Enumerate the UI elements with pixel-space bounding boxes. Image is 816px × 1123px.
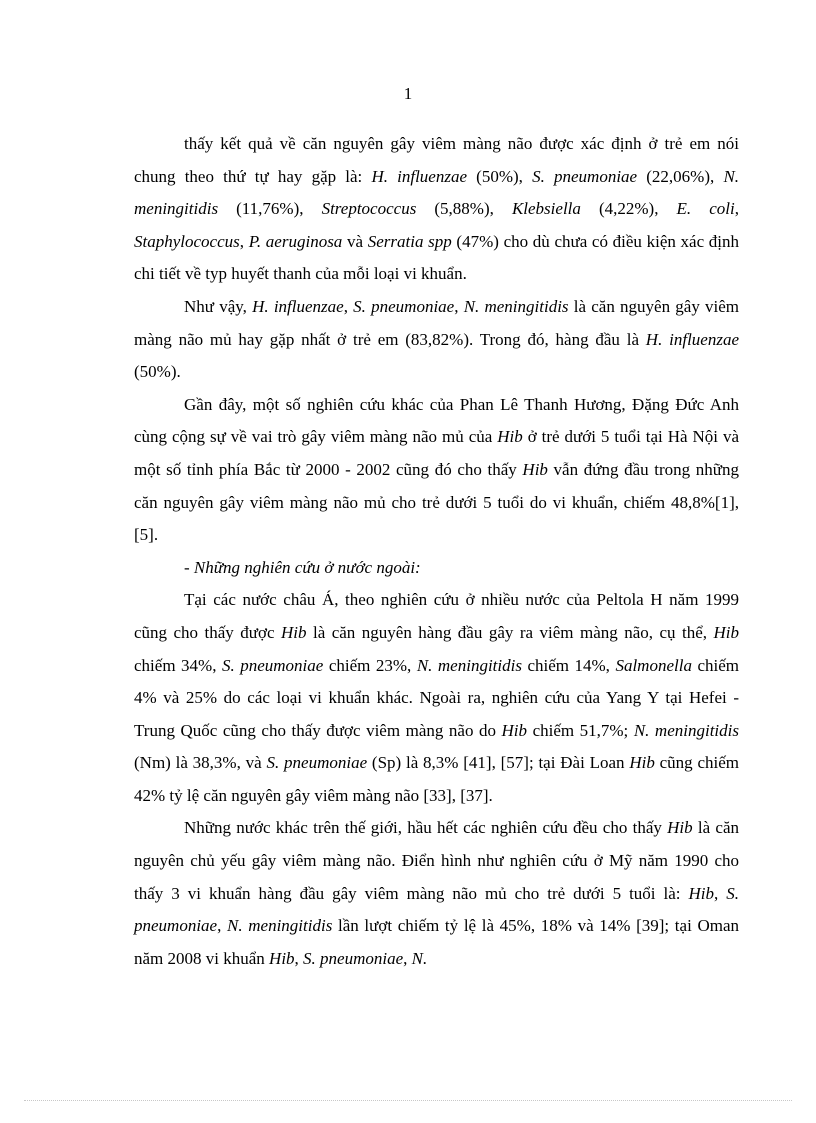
italic-text-run: Hib [667,818,693,838]
italic-text-run: S. pneumoniae [221,655,324,675]
paragraph [134,291,739,389]
text-run: Gần đây, một số nghiên cứu khác của Phan Lê Thanh Hương, Đặng Đức Anh cùng cộng sự về vai trò gây viêm màng não mủ của [134,394,739,447]
document-body [134,128,739,975]
text-run: , [217,916,228,936]
text-run: Như vậy, [184,296,253,316]
text-run: là căn nguyên gây viêm màng não mủ hay gặp nhất ở trẻ em (83,82%). Trong đó, hàng đầu là [134,296,740,349]
text-run: Tại các nước châu Á, theo nghiên cứu ở nhiều nước của Peltola H năm 1999 cũng cho thấy được [134,590,739,642]
text-run: , [734,199,739,219]
italic-text-run: H. influenzae [645,329,739,349]
italic-text-run: Hib [688,883,714,903]
italic-text-run: S. pneumoniae [266,753,368,773]
italic-text-run: H. influenzae [371,166,468,186]
italic-text-run: - Những nghiên cứu ở nước ngoài: [184,557,421,577]
text-run: , [714,883,727,903]
italic-text-run: N. meningitidis [134,166,740,219]
text-run: và [342,231,368,251]
text-run: (50%). [134,362,181,382]
italic-text-run: N. meningitidis [633,720,739,740]
text-run: (Nm) là 38,3%, và [134,753,267,773]
text-run: chiếm 23%, [323,655,417,675]
italic-text-run: Hib [497,427,523,447]
paragraph [134,812,739,975]
italic-text-run: Hib [281,622,307,642]
paragraph [134,584,739,812]
text-run: (5,88%), [416,199,512,219]
text-run: Những nước khác trên thế giới, hầu hết các nghiên cứu đều cho thấy [184,818,668,838]
italic-text-run: Hib [269,948,295,968]
italic-text-run: N. [411,948,428,968]
italic-text-run: S. pneumoniae [303,948,404,968]
text-run: (4,22%), [580,199,677,219]
italic-text-run: Hib [629,753,655,773]
italic-text-run: P. aeruginosa [248,231,343,251]
paragraph [134,128,739,291]
text-run: lần lượt chiếm tỷ lệ là 45%, 18% và 14% [39]; tại Oman năm 2008 vi khuẩn [134,916,740,968]
text-run: , [343,296,354,316]
page-bottom-divider [24,1100,792,1101]
italic-text-run: S. pneumoniae [134,883,739,936]
text-run: chiếm 4% và 25% do các loại vi khuẩn khác. Ngoài ra, nghiên cứu của Yang Y tại Hefei - Trung Quốc cũng cho thấy được viêm màng não do [134,655,739,740]
text-run: chiếm 34%, [134,655,222,675]
text-run: (11,76%), [218,199,322,219]
text-run: cũng chiếm 42% tỷ lệ căn nguyên gây viêm màng não [33], [37]. [134,753,739,805]
text-run: vẫn đứng đầu trong những căn nguyên gây viêm màng não mủ cho trẻ dưới 5 tuổi do vi khuẩn, chiếm 48,8%[1], [5]. [134,459,739,545]
italic-text-run: S. pneumoniae [353,296,455,316]
text-run: ở trẻ dưới 5 tuổi tại Hà Nội và một số tỉnh phía Bắc từ 2000 - 2002 cũng đó cho thấy [134,427,739,479]
text-run: là căn nguyên chủ yếu gây viêm màng não. Điển hình như nghiên cứu ở Mỹ năm 1990 cho thấy 3 vi khuẩn hàng đầu gây viêm màng não mủ cho trẻ dưới 5 tuổi là: [134,818,739,903]
italic-text-run: Staphylococcus [134,231,240,251]
text-run: (47%) cho dù chưa có điều kiện xác định chi tiết về typ huyết thanh của mỗi loại vi khuẩn. [134,231,740,284]
text-run: , [403,948,412,968]
italic-text-run: Hib [713,622,739,642]
text-run: chiếm 51,7%; [527,720,634,740]
italic-text-run: H. influenzae [252,296,344,316]
section-subheading [134,552,739,585]
text-run: (50%), [467,166,533,186]
italic-text-run: E. coli [676,199,735,219]
italic-text-run: Hib [522,459,548,479]
italic-text-run: Hib [501,720,528,740]
page-number: 1 [403,84,413,103]
text-run: (22,06%), [637,166,724,186]
italic-text-run: Klebsiella [511,199,581,219]
italic-text-run: S. pneumoniae [532,166,638,186]
italic-text-run: Streptococcus [321,199,417,219]
text-run: , [239,231,249,251]
italic-text-run: N. meningitidis [416,655,522,675]
italic-text-run: Salmonella [615,655,692,675]
text-run: , [294,948,304,968]
text-run: là căn nguyên hàng đầu gây ra viêm màng não, cụ thể, [306,622,714,642]
text-run: thấy kết quả về căn nguyên gây viêm màng não được xác định ở trẻ em nói chung theo thứ tự hay gặp là: [134,134,739,186]
italic-text-run: N. meningitidis [227,916,333,936]
text-run: (Sp) là 8,3% [41], [57]; tại Đài Loan [367,753,630,773]
text-run: , [454,296,464,316]
text-run: chiếm 14%, [521,655,616,675]
paragraph [134,389,739,552]
italic-text-run: N. meningitidis [463,296,569,316]
italic-text-run: Serratia spp [367,231,452,251]
